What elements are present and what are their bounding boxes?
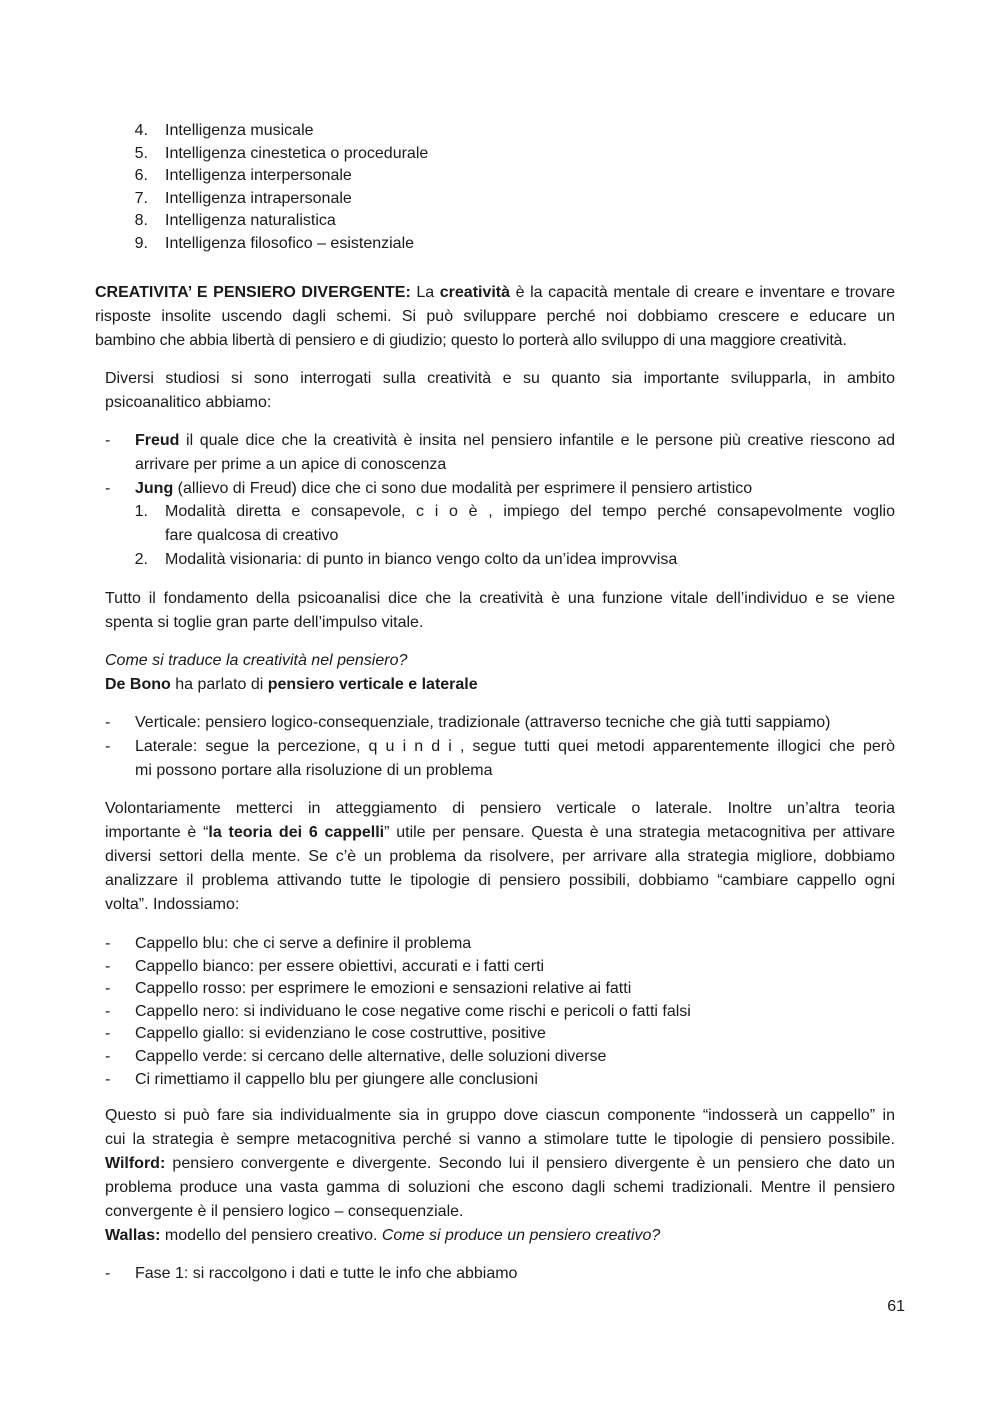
freud-line-1: Freud il quale dice che la creatività è insita nel pensiero infantile e le persone più creative riescono ad — [135, 432, 895, 449]
jung-item-2: Modalità visionaria: di punto in bianco vengo colto da un’idea improvvisa — [165, 551, 678, 568]
list-item: Intelligenza filosofico – esistenziale — [165, 235, 415, 252]
cappello-item: Cappello bianco: per essere obiettivi, accurati e i fatti certi — [135, 957, 545, 975]
cappelli-par-line-1: Volontariamente metterci in atteggiamento di pensiero verticale o laterale. Inoltre un’altra teoria — [105, 800, 895, 817]
section-heading: CREATIVITA’ E PENSIERO DIVERGENTE: — [95, 284, 411, 301]
cappello-item: Ci rimettiamo il cappello blu per giungere alle conclusioni — [135, 1070, 538, 1088]
bullet-dash: - — [105, 935, 111, 952]
cappello-item: Cappello nero: si individuano le cose negative come rischi e pericoli o fatti falsi — [135, 1002, 691, 1020]
cappelli-par-line-2: importante è “la teoria dei 6 cappelli” utile per pensare. Questa è una strategia metacognitiva per attivare — [105, 824, 895, 841]
list-item: Intelligenza cinestetica o procedurale — [165, 144, 429, 162]
fase-1-item: Fase 1: si raccolgono i dati e tutte le info che abbiamo — [135, 1265, 518, 1282]
list-number: 9. — [134, 235, 148, 252]
list-item: Intelligenza intrapersonale — [165, 189, 352, 207]
cappello-item: Cappello giallo: si evidenziano le cose costruttive, positive — [135, 1025, 546, 1043]
jung-item-1-line-2: fare qualcosa di creativo — [165, 527, 339, 544]
creativita-line-2: risposte insolite uscendo dagli schemi. Si può sviluppare perché noi dobbiamo crescere e educare un — [95, 308, 895, 325]
list-number: 8. — [134, 212, 148, 230]
psico-line-1: Tutto il fondamento della psicoanalisi dice che la creatività è una funzione vitale dell’individuo e se viene — [105, 590, 895, 607]
bullet-dash: - — [105, 1048, 111, 1065]
bullet-dash: - — [105, 1070, 111, 1088]
bullet-dash: - — [105, 980, 111, 998]
cappello-item: Cappello blu: che ci serve a definire il problema — [135, 935, 472, 952]
list-number: 1. — [134, 503, 148, 520]
list-number: 6. — [134, 167, 148, 185]
final-line-5: convergente è il pensiero logico – consequenziale. — [105, 1203, 464, 1220]
bullet-dash: - — [105, 714, 111, 731]
verticale-item: Verticale: pensiero logico-consequenziale, tradizionale (attraverso tecniche che già tutti sappiamo) — [135, 714, 831, 731]
cappello-item: Cappello rosso: per esprimere le emozioni e sensazioni relative ai fatti — [135, 980, 632, 998]
jung-item-1-line-1: Modalità diretta e consapevole, c i o è , impiego del tempo perché consapevolmente voglio — [165, 503, 895, 520]
studiosi-line-2: psicoanalitico abbiamo: — [105, 394, 272, 411]
list-number: 2. — [134, 551, 148, 568]
studiosi-line-1: Diversi studiosi si sono interrogati sulla creatività e su quanto sia importante svilupparla, in ambito — [105, 370, 895, 387]
cappelli-par-line-4: analizzare il problema attivando tutte le tipologie di pensiero possibili, dobbiamo “cambiare cappello ogni — [105, 872, 895, 889]
debono-question: Come si traduce la creatività nel pensiero? — [105, 652, 408, 669]
jung-name: Jung — [135, 480, 174, 497]
bullet-dash: - — [105, 1265, 111, 1282]
psico-line-2: spenta si toglie gran parte dell’impulso vitale. — [105, 614, 424, 631]
bullet-dash: - — [105, 1002, 111, 1020]
creativita-line-3: bambino che abbia libertà di pensiero e di giudizio; questo lo porterà allo sviluppo di una maggiore creatività. — [95, 332, 847, 349]
freud-line-2: arrivare per prime a un apice di conoscenza — [135, 456, 447, 473]
list-number: 4. — [134, 122, 148, 139]
jung-line-1: Jung (allievo di Freud) dice che ci sono due modalità per esprimere il pensiero artistico — [135, 480, 753, 497]
bullet-dash: - — [105, 1025, 111, 1043]
list-item: Intelligenza musicale — [165, 122, 314, 139]
debono-line: De Bono ha parlato di pensiero verticale e laterale — [105, 676, 478, 693]
bullet-dash: - — [105, 738, 111, 755]
freud-name: Freud — [135, 432, 180, 449]
laterale-line-1: Laterale: segue la percezione, q u i n d i , segue tutti quei metodi apparentemente illogici che però — [135, 738, 895, 755]
bullet-dash: - — [105, 957, 111, 975]
bullet-dash: - — [105, 432, 111, 449]
list-item: Intelligenza naturalistica — [165, 212, 336, 230]
page-number: 61 — [887, 1298, 905, 1315]
list-item: Intelligenza interpersonale — [165, 167, 352, 185]
list-number: 7. — [134, 189, 148, 207]
final-line-2: cui la strategia è sempre metacognitiva perché si vanno a stimolare tutte le tipologie di pensiero possibile. — [105, 1131, 895, 1148]
creativita-line-1: CREATIVITA’ E PENSIERO DIVERGENTE: La creatività è la capacità mentale di creare e inventare e trovare — [95, 284, 896, 301]
cappelli-par-line-5: volta”. Indossiamo: — [105, 896, 240, 913]
laterale-line-2: mi possono portare alla risoluzione di un problema — [135, 762, 493, 779]
cappelli-par-line-3: diversi settori della mente. Se c’è un problema da risolvere, per arrivare alla strategia migliore, dobbiamo — [105, 848, 895, 865]
final-line-4: problema produce una vasta gamma di soluzioni che escono dagli schemi tradizionali. Mentre il pensiero — [105, 1179, 895, 1196]
bullet-dash: - — [105, 480, 111, 497]
list-number: 5. — [134, 144, 148, 162]
final-line-1: Questo si può fare sia individualmente sia in gruppo dove ciascun componente “indosserà un cappello” in — [105, 1107, 895, 1124]
cappello-item: Cappello verde: si cercano delle alternative, delle soluzioni diverse — [135, 1048, 607, 1065]
wallas-line: Wallas: modello del pensiero creativo. Come si produce un pensiero creativo? — [105, 1227, 661, 1244]
wilford-line-1: Wilford: pensiero convergente e divergente. Secondo lui il pensiero divergente è un pensiero che dato un — [105, 1155, 895, 1172]
